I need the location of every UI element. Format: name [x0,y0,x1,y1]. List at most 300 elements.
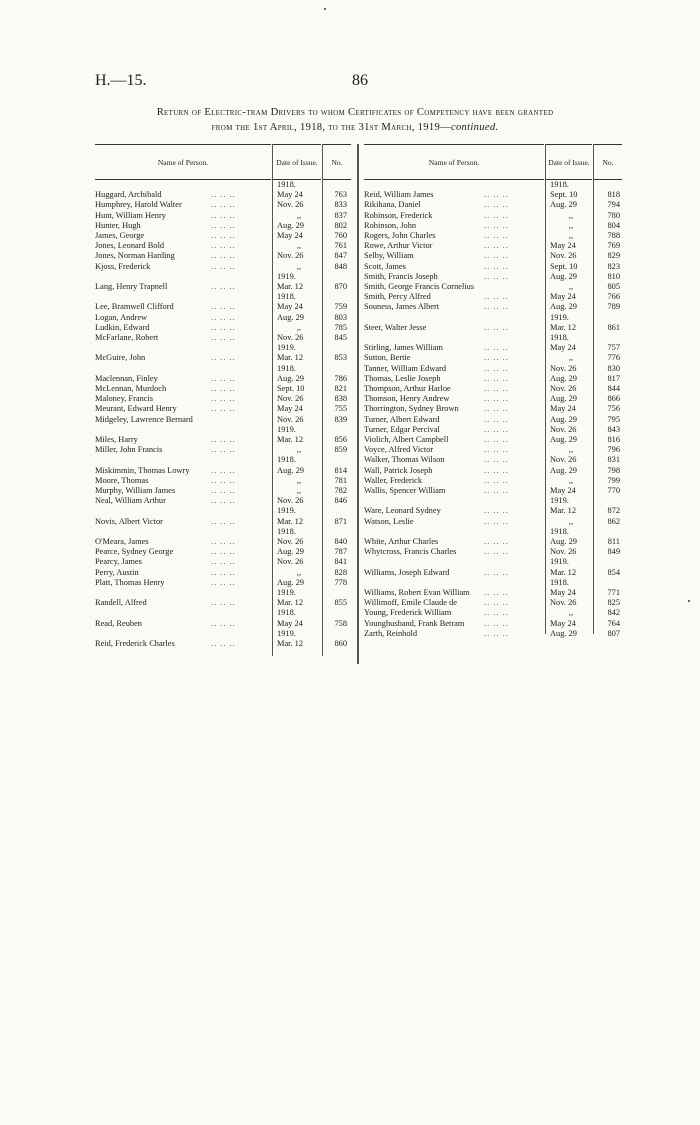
leader-dots: .. .. .. [211,639,236,648]
table-row [364,476,620,486]
certificate-number: 769 [607,241,620,251]
certificate-number: 764 [607,618,620,628]
issue-date: May 24 [550,588,576,597]
person-name: Logan, Andrew [95,312,148,322]
table-row [95,435,347,445]
issue-date: May 24 [277,231,303,240]
issue-date: Aug. 29 [277,547,304,557]
issue-date: May 24 [277,302,303,312]
certificate-number: 763 [334,190,347,200]
leader-dots: .. .. .. [211,373,236,383]
certificate-number: 810 [607,271,620,281]
table-row [95,425,347,435]
table-row [364,353,620,363]
person-name: Jones, Norman Harding [95,251,175,261]
issue-date: Aug. 29 [277,465,304,475]
certificate-number: 848 [334,261,347,271]
issue-date: Sept. 10 [550,190,578,200]
leader-dots: .. .. .. [211,496,236,506]
issue-date: May 24 [550,486,576,495]
issue-date: 1919. [277,588,296,597]
person-name: Voyce, Alfred Victor [364,445,434,455]
table-row [95,313,347,323]
leader-dots: .. .. .. [484,343,509,353]
person-name: Kjoss, Frederick [95,261,151,271]
person-name: Souness, James Albert [364,302,440,312]
person-name: Turner, Albert Edward [364,414,440,424]
leader-dots: .. .. .. [211,435,236,444]
certificate-number: 856 [334,435,347,444]
table-row [95,374,347,384]
certificate-number: 782 [334,486,347,495]
person-name: Waller, Frederick [364,475,423,485]
table-row [95,639,347,649]
certificate-number: 844 [607,384,620,393]
person-name: Younghusband, Frank Betram [364,618,465,628]
issue-date: 1919. [277,506,296,516]
issue-date: ,, [296,210,302,220]
person-name: Pearcy, James [95,557,142,567]
table-row [95,466,347,476]
person-name: Neal, William Arthur [95,496,166,506]
table-row [364,486,620,496]
person-name: Ludkin, Edward [95,322,150,332]
table-row [364,435,620,445]
issue-date: ,, [568,445,574,455]
person-name: Robinson, John [364,220,417,230]
issue-date: Aug. 29 [550,537,577,546]
table-row [364,445,620,455]
table-row [95,496,347,506]
certificate-number: 802 [334,220,347,230]
certificate-number: 854 [607,567,620,577]
issue-date: Nov. 26 [550,251,577,261]
table-row [95,262,347,272]
person-name: Huggard, Archibald [95,190,162,200]
issue-date: ,, [296,445,302,455]
table-row [364,374,620,384]
issue-date: Nov. 26 [277,251,304,261]
certificate-number: 786 [334,373,347,383]
issue-date: 1918. [277,363,296,373]
table-row [95,343,347,353]
certificate-number: 807 [607,628,620,638]
return-title-line-1: Return of Electric-tram Drivers to whom Certificates of Competency have been granted [156,107,554,118]
leader-dots: .. .. .. [211,322,236,332]
leader-dots: .. .. .. [211,384,236,393]
table-row [364,619,620,629]
table-row [95,445,347,455]
issue-date: Sept. 10 [550,261,578,271]
certificate-number: 755 [334,404,347,414]
person-name: Willimoff, Emile Claude de [364,598,458,608]
issue-date: May 24 [550,343,576,353]
issue-date: ,, [568,282,574,291]
issue-date: Nov. 26 [277,496,304,506]
issue-date: 1918. [550,526,569,536]
certificate-number: 860 [334,639,347,648]
certificate-number: 770 [607,486,620,495]
table-row [364,302,620,312]
scan-speck [688,600,690,602]
table-row [364,180,620,190]
certificate-number: 839 [334,414,347,424]
leader-dots: .. .. .. [484,465,509,475]
issue-date: Nov. 26 [550,455,577,465]
leader-dots: .. .. .. [211,200,236,210]
leader-dots: .. .. .. [484,435,509,444]
issue-date: May 24 [550,241,576,251]
leader-dots: .. .. .. [211,241,236,251]
leader-dots: .. .. .. [484,404,509,414]
table-row [364,313,620,323]
issue-date: May 24 [550,292,576,302]
leader-dots: .. .. .. [484,200,509,210]
table-row [364,455,620,465]
person-name: Rogers, John Charles [364,231,436,240]
person-name: Maclennan, Finley [95,373,158,383]
title-line-2-text: from the 1st April, 1918, to the 31st March, 1919— [211,122,451,133]
leader-dots: .. .. .. [211,353,236,363]
certificate-number: 799 [607,475,620,485]
certificate-number: 757 [607,343,620,353]
certificate-number: 830 [607,363,620,373]
issue-date: Aug. 29 [550,302,577,312]
leader-dots: .. .. .. [211,475,236,485]
issue-date: 1919. [277,628,296,638]
leader-dots: .. .. .. [484,231,509,240]
certificate-number: 805 [607,282,620,291]
certificate-number: 829 [607,251,620,261]
return-title-line-2 [60,121,650,134]
right-col-date-header: Date of Issue. [546,144,592,180]
scan-speck [324,8,326,10]
leader-dots: .. .. .. [484,210,509,220]
leader-dots: .. .. .. [484,628,509,638]
certificate-number: 776 [607,353,620,363]
table-row [364,394,620,404]
table-row [364,221,620,231]
certificate-number: 871 [334,516,347,526]
certificate-number: 796 [607,445,620,455]
title-continued: continued. [450,122,499,133]
certificate-number: 823 [607,261,620,271]
leader-dots: .. .. .. [211,220,236,230]
issue-date: ,, [568,353,574,363]
issue-date: Mar. 12 [277,353,304,363]
table-row [95,333,347,343]
person-name: Zarth, Reinhold [364,628,418,638]
table-row [95,231,347,241]
leader-dots: .. .. .. [484,384,509,393]
certificate-number: 794 [607,200,620,210]
table-row [95,292,347,302]
person-name: Rikihana, Daniel [364,200,421,210]
table-row [364,272,620,282]
issue-date: 1918. [550,180,569,189]
table-row [95,384,347,394]
leader-dots: .. .. .. [484,220,509,230]
person-name: Meurant, Edward Henry [95,404,177,414]
person-name: Reid, William James [364,190,434,200]
certificate-number: 804 [607,220,620,230]
table-row [95,537,347,547]
issue-date: Aug. 29 [550,414,577,424]
issue-date: Aug. 29 [277,220,304,230]
certificate-number: 766 [607,292,620,302]
issue-date: Nov. 26 [550,547,577,557]
certificate-number: 849 [607,547,620,557]
leader-dots: .. .. .. [211,302,236,312]
issue-date: Nov. 26 [277,414,304,424]
certificate-number: 760 [334,231,347,240]
certificate-number: 831 [607,455,620,465]
certificate-number: 788 [607,231,620,240]
leader-dots: .. .. .. [211,547,236,557]
leader-dots: .. .. .. [211,598,236,608]
table-row [364,527,620,537]
person-name: Turner, Edgar Percival [364,424,440,434]
issue-date: Aug. 29 [277,373,304,383]
certificate-number: 853 [334,353,347,363]
issue-date: Aug. 29 [277,577,304,587]
leader-dots: .. .. .. [211,618,236,628]
person-name: Smith, Percy Alfred [364,292,431,302]
issue-date: Sept. 10 [277,384,305,393]
table-row [95,211,347,221]
issue-date: 1919. [277,271,296,281]
issue-date: Aug. 29 [550,465,577,475]
leader-dots: .. .. .. [484,190,509,200]
person-name: Young, Frederick William [364,608,452,618]
table-row [95,394,347,404]
table-row [95,323,347,333]
leader-dots: .. .. .. [484,424,509,434]
table-row [364,517,620,527]
person-name: Pearce, Sydney George [95,547,174,557]
certificate-number: 833 [334,200,347,210]
issue-date: Nov. 26 [277,394,304,404]
table-row [364,425,620,435]
leader-dots: .. .. .. [484,516,509,526]
issue-date: May 24 [277,190,303,200]
person-name: Ware, Leonard Sydney [364,506,441,516]
person-name: Thompson, Arthur Harloe [364,384,451,393]
issue-date: Mar. 12 [277,516,304,526]
issue-date: Nov. 26 [550,363,577,373]
leader-dots: .. .. .. [211,394,236,404]
leader-dots: .. .. .. [484,547,509,557]
issue-date: 1919. [277,424,296,434]
table-row [95,180,347,190]
issue-date: ,, [296,322,302,332]
table-row [364,608,620,618]
issue-date: 1919. [550,312,569,322]
left-col-no-header: No. [323,144,351,180]
person-name: Jones, Leonard Bold [95,241,165,251]
issue-date: Aug. 29 [550,394,577,404]
person-name: Thomson, Henry Andrew [364,394,450,404]
issue-date: ,, [568,608,574,618]
table-row [364,415,620,425]
leader-dots: .. .. .. [211,465,236,475]
table-row [95,517,347,527]
table-row [95,190,347,200]
center-divider [357,144,359,664]
right-col-name-header: Name of Person. [364,144,544,180]
issue-date: ,, [296,486,302,495]
certificate-number: 795 [607,414,620,424]
table-row [364,333,620,343]
leader-dots: .. .. .. [484,261,509,271]
leader-dots: .. .. .. [484,322,509,332]
certificate-number: 778 [334,577,347,587]
issue-date: 1918. [550,333,569,342]
issue-date: ,, [296,475,302,485]
issue-date: Aug. 29 [550,373,577,383]
table-row [364,629,620,639]
table-row [364,282,620,292]
person-name: Thomas, Leslie Joseph [364,373,441,383]
certificate-number: 803 [334,312,347,322]
leader-dots: .. .. .. [211,445,236,455]
certificate-number: 758 [334,618,347,628]
certificate-number: 828 [334,567,347,577]
issue-date: ,, [296,241,302,251]
table-row [95,272,347,282]
document-code: H.—15. [95,72,147,89]
table-row [364,557,620,567]
certificate-number: 847 [334,251,347,261]
table-row [364,364,620,374]
person-name: Stirling, James William [364,343,443,353]
table-row [364,323,620,333]
table-row [364,200,620,210]
person-name: Perry, Austin [95,567,139,577]
leader-dots: .. .. .. [484,588,509,597]
leader-dots: .. .. .. [484,475,509,485]
certificate-number: 838 [334,394,347,404]
issue-date: Aug. 29 [550,435,577,444]
leader-dots: .. .. .. [211,231,236,240]
person-name: Miller, John Francis [95,445,163,455]
issue-date: Nov. 26 [550,384,577,393]
person-name: Williams, Robert Evan William [364,588,470,597]
table-row [95,527,347,537]
leader-dots: .. .. .. [211,333,236,342]
table-row [364,598,620,608]
table-row [95,598,347,608]
issue-date: 1918. [277,180,296,189]
issue-date: Mar. 12 [550,506,577,516]
certificate-number: 866 [607,394,620,404]
issue-date: Mar. 12 [277,639,304,648]
leader-dots: .. .. .. [484,271,509,281]
issue-date: May 24 [550,404,576,414]
table-row [364,251,620,261]
person-name: O'Meara, James [95,537,149,546]
certificate-number: 798 [607,465,620,475]
table-row [95,353,347,363]
table-row [364,578,620,588]
certificate-number: 840 [334,537,347,546]
leader-dots: .. .. .. [211,312,236,322]
person-name: Hunt, William Henry [95,210,166,220]
issue-date: May 24 [277,618,303,628]
issue-date: 1919. [550,496,569,506]
table-row [364,343,620,353]
person-name: Rowe, Arthur Victor [364,241,433,251]
person-name: Williams, Joseph Edward [364,567,450,577]
certificate-number: 787 [334,547,347,557]
person-name: Read, Reuben [95,618,142,628]
issue-date: May 24 [277,404,303,414]
issue-date: ,, [568,516,574,526]
left-col-name-header: Name of Person. [95,144,271,180]
certificate-number: 818 [607,190,620,200]
leader-dots: .. .. .. [484,537,509,546]
leader-dots: .. .. .. [211,567,236,577]
leader-dots: .. .. .. [484,506,509,516]
leader-dots: .. .. .. [211,537,236,546]
leader-dots: .. .. .. [484,598,509,608]
issue-date: 1919. [277,343,296,353]
table-row [364,190,620,200]
person-name: Wallis, Spencer William [364,486,446,495]
leader-dots: .. .. .. [484,414,509,424]
table-row [95,455,347,465]
issue-date: Nov. 26 [550,598,577,608]
table-row [95,568,347,578]
leader-dots: .. .. .. [211,404,236,414]
table-row [95,547,347,557]
table-row [95,506,347,516]
leader-dots: .. .. .. [484,445,509,455]
certificate-number: 821 [334,384,347,393]
certificate-number: 841 [334,557,347,567]
person-name: Moore, Thomas [95,475,149,485]
table-row [364,466,620,476]
certificate-number: 789 [607,302,620,312]
table-row [95,486,347,496]
table-row [95,619,347,629]
table-row [95,557,347,567]
person-name: Smith, George Francis Cornelius [364,282,475,291]
person-name: McLennan, Murdoch [95,384,167,393]
person-name: Selby, William [364,251,414,261]
table-row [95,404,347,414]
person-name: James, George [95,231,145,240]
table-row [95,200,347,210]
person-name: Wall, Patrick Joseph [364,465,433,475]
table-row [364,568,620,578]
leader-dots: .. .. .. [484,486,509,495]
leader-dots: .. .. .. [484,241,509,251]
leader-dots: .. .. .. [484,618,509,628]
issue-date: Mar. 12 [277,435,304,444]
issue-date: Mar. 12 [277,598,304,608]
person-name: Steer, Walter Jesse [364,322,427,332]
table-row [364,547,620,557]
issue-date: May 24 [550,618,576,628]
certificate-number: 756 [607,404,620,414]
issue-date: ,, [296,567,302,577]
person-name: Miles, Harry [95,435,138,444]
issue-date: ,, [568,210,574,220]
issue-date: ,, [568,475,574,485]
leader-dots: .. .. .. [211,557,236,567]
table-row [95,629,347,639]
